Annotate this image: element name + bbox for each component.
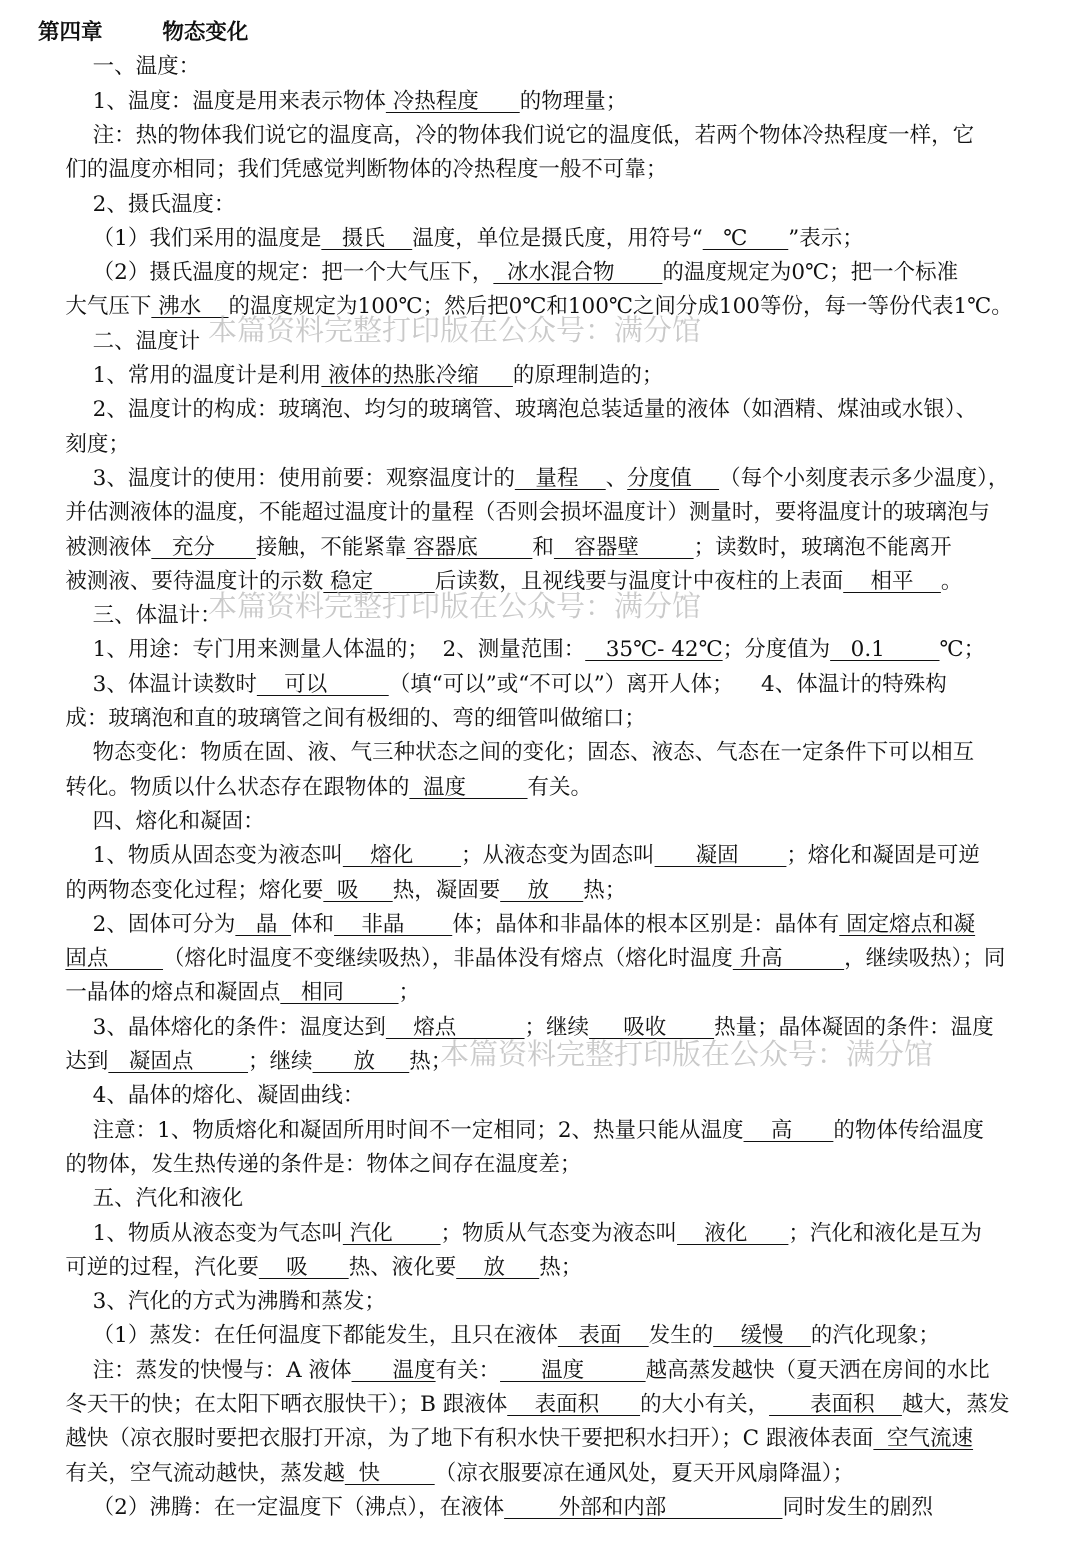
text-line	[0, 876, 1080, 906]
text-segment: 2、固体可分为	[38, 911, 236, 937]
text-segment: 有关：	[435, 1357, 501, 1383]
text-segment: 四、熔化和凝固：	[38, 808, 265, 834]
text-segment: 3、体温计读数时	[38, 671, 257, 697]
text-segment: 成：玻璃泡和直的玻璃管之间有极细的、弯的细管叫做缩口；	[38, 706, 646, 731]
text-line	[0, 1219, 1080, 1249]
blank-answer: 表面积	[507, 1392, 641, 1417]
blank-answer: 吸收	[589, 1014, 715, 1040]
text-segment: ，继续吸热）；同	[844, 946, 1006, 972]
blank-answer: 容器底	[406, 534, 533, 560]
text-segment: 的物理量；	[519, 88, 628, 114]
blank-answer: 高	[743, 1117, 834, 1143]
text-segment: （2）沸腾：在一定温度下（沸点），在液体	[38, 1494, 505, 1520]
text-segment: 越快（凉衣服时要把衣服打开凉，为了地下有积水快干要把积水扫开）；C 跟液体表面	[38, 1426, 874, 1452]
text-segment: 一、温度：	[38, 54, 201, 80]
text-line	[0, 1150, 1080, 1180]
text-segment: 热量；晶体凝固的条件：温度	[714, 1014, 994, 1040]
text-segment: ；从液态变为固态叫	[461, 843, 655, 869]
text-line	[0, 1081, 1080, 1111]
text-segment: 的温度规定为100℃；然后把0℃和100℃之间分成100等份，每一等份代表1℃。	[228, 294, 1013, 320]
text-segment: 有关，空气流动越快，蒸发越	[38, 1460, 345, 1486]
blank-answer: 熔化	[342, 843, 462, 869]
text-segment: 2、摄氏温度：	[38, 191, 236, 217]
text-line	[0, 1493, 1080, 1523]
blank-answer: 35℃- 42℃	[585, 637, 723, 663]
text-segment: 3、温度计的使用：使用前要：观察温度计的	[38, 465, 515, 491]
blank-answer: 充分	[151, 534, 256, 560]
text-segment: 热；	[583, 877, 627, 903]
text-line	[0, 224, 1080, 254]
text-line	[0, 361, 1080, 391]
text-segment: 同时发生的剧烈	[782, 1494, 933, 1520]
blank-answer: 固定熔点和凝	[839, 911, 976, 937]
text-segment: 的温度规定为0℃；把一个标准	[662, 260, 959, 286]
text-line	[0, 635, 1080, 665]
text-segment: 3、汽化的方式为沸腾和蒸发；	[38, 1289, 386, 1315]
text-segment: 后读数，且视线要与温度计中夜柱的上表面	[434, 568, 844, 594]
text-segment: 注意：1、物质熔化和凝固所用时间不一定相同；2、热量只能从温度	[38, 1117, 744, 1143]
text-segment: 1、温度：温度是用来表示物体	[38, 88, 386, 114]
text-segment: 三、体温计：	[38, 603, 222, 629]
text-line	[0, 430, 1080, 460]
text-segment: 转化。物质以什么状态存在跟物体的	[38, 774, 410, 800]
blank-answer: 吸	[258, 1254, 349, 1280]
blank-answer: 缓慢	[713, 1323, 811, 1349]
text-segment: ；读数时，玻璃泡不能离开	[693, 534, 952, 560]
blank-answer: 摄氏	[321, 225, 413, 251]
text-segment: 1、物质从液态变为气态叫	[38, 1220, 343, 1246]
text-line	[0, 773, 1080, 803]
text-segment: 的物体，发生热传递的条件是：物体之间存在温度差；	[38, 1151, 582, 1177]
text-line	[0, 1253, 1080, 1283]
text-segment: （凉衣服要凉在通风处，夏天开风扇降温）；	[434, 1460, 854, 1486]
text-segment: 的两物态变化过程；熔化要	[38, 877, 324, 903]
text-segment: 一晶体的熔点和凝固点	[38, 980, 281, 1006]
text-segment: 大气压下	[38, 294, 152, 320]
text-segment: 温度，单位是摄氏度，用符号“	[412, 225, 703, 251]
text-line	[0, 841, 1080, 871]
text-segment: （1）蒸发：在任何温度下都能发生，且只在液体	[38, 1323, 558, 1349]
text-line	[0, 155, 1080, 185]
blank-answer: 温度	[500, 1357, 646, 1383]
blank-answer: 固点	[65, 946, 164, 972]
text-segment: ；继续	[524, 1014, 590, 1040]
blank-answer: 稳定	[323, 568, 435, 594]
text-segment: 们的温度亦相同；我们凭感觉判断物体的冷热程度一般不可靠；	[38, 157, 668, 183]
blank-answer: 凝固点	[108, 1049, 249, 1074]
text-segment: 1、用途：专门用来测量人体温的； 2、测量范围：	[38, 637, 586, 663]
blank-answer: 放	[500, 877, 584, 903]
blank-answer: 熔点	[385, 1014, 525, 1040]
text-line	[0, 978, 1080, 1008]
text-line	[0, 1356, 1080, 1386]
blank-answer: 容器壁	[553, 534, 694, 560]
text-line	[0, 1390, 1080, 1420]
blank-answer: 非晶	[334, 911, 453, 937]
text-segment: 。	[940, 568, 963, 594]
blank-answer: 汽化	[342, 1220, 441, 1246]
blank-answer: 晶	[235, 911, 292, 937]
text-line	[0, 52, 1080, 82]
text-line	[0, 498, 1080, 528]
text-segment: 1、物质从固态变为液态叫	[38, 843, 343, 869]
text-line	[0, 395, 1080, 425]
text-line	[0, 807, 1080, 837]
text-segment: 越高蒸发越快（夏天洒在房间的水比	[645, 1357, 990, 1383]
text-line	[0, 1116, 1080, 1146]
text-segment: （填“可以”或“不可以”）离开人体； 4、体温计的特殊构	[388, 671, 947, 697]
text-segment: ；继续	[248, 1049, 313, 1074]
text-segment: 接触，不能紧靠	[255, 534, 407, 560]
blank-answer: 升高	[732, 946, 845, 972]
text-line	[0, 258, 1080, 288]
watermark-text: 本篇资料完整打印版在公众号：满分馆	[208, 589, 702, 623]
text-segment: 热、液化要	[348, 1254, 457, 1280]
text-segment: 物态变化：物质在固、液、气三种状态之间的变化；固态、液态、气态在一定条件下可以相互	[38, 740, 975, 766]
text-line	[0, 738, 1080, 768]
chapter-title: 第四章 物态变化	[38, 20, 249, 45]
text-line	[0, 87, 1080, 117]
text-segment: 注：热的物体我们说它的温度高，冷的物体我们说它的温度低，若两个物体冷热程度一样，它	[38, 122, 975, 148]
text-segment: ；	[398, 980, 421, 1006]
text-segment: 、	[605, 465, 628, 491]
text-line	[0, 944, 1080, 974]
blank-answer: 沸水	[151, 294, 229, 320]
text-segment: 发生的	[648, 1323, 714, 1349]
blank-answer: 温度	[351, 1357, 436, 1383]
text-segment: 的物体传给温度	[833, 1117, 984, 1143]
blank-answer: 吸	[323, 877, 393, 903]
blank-answer: 量程	[514, 465, 606, 491]
text-segment: ；汽化和液化是互为	[788, 1220, 982, 1246]
text-segment: 热，凝固要	[392, 877, 501, 903]
text-segment: 4、晶体的熔化、凝固曲线：	[38, 1083, 365, 1109]
text-line	[0, 910, 1080, 940]
text-line	[0, 190, 1080, 220]
blank-answer: 冷热程度	[385, 88, 520, 114]
text-segment: 可逆的过程，汽化要	[38, 1254, 259, 1280]
text-segment: ；分度值为	[722, 637, 831, 663]
blank-answer: 表面	[557, 1323, 649, 1349]
text-line	[0, 1424, 1080, 1454]
blank-answer: 液化	[677, 1220, 789, 1246]
text-segment: 二、温度计	[38, 328, 201, 354]
text-segment: ；熔化和凝固是可逆	[786, 843, 980, 869]
blank-answer: 分度值	[627, 465, 720, 491]
text-line	[0, 670, 1080, 700]
text-segment: 体和	[291, 911, 335, 937]
text-segment: 的汽化现象；	[810, 1323, 940, 1349]
text-segment: 五、汽化和液化	[38, 1186, 244, 1212]
text-line	[0, 1184, 1080, 1214]
text-line	[0, 121, 1080, 151]
text-segment: 体；晶体和非晶体的根本区别是：晶体有	[452, 911, 840, 937]
blank-answer: 0.1	[830, 637, 940, 663]
text-segment: （每个小刻度表示多少温度），	[719, 465, 1010, 491]
text-segment: 刻度；	[38, 431, 130, 457]
text-segment: 有关。	[527, 774, 593, 800]
text-line	[0, 464, 1080, 494]
text-segment: 并估测液体的温度，不能超过温度计的量程（否则会损坏温度计）测量时，要将温度计的玻璃泡与	[38, 500, 990, 526]
blank-answer: 放	[312, 1049, 410, 1074]
text-line	[0, 18, 1080, 48]
text-segment: 1、常用的温度计是利用	[38, 363, 322, 388]
text-segment: 的大小有关，	[640, 1392, 770, 1417]
text-segment: 达到	[38, 1049, 109, 1074]
text-line	[0, 704, 1080, 734]
blank-answer: 液体的热胀冷缩	[321, 363, 513, 388]
blank-answer: 相同	[280, 980, 399, 1006]
blank-answer: 快	[344, 1460, 435, 1486]
text-segment: ℃；	[939, 637, 986, 663]
text-segment: 越大，蒸发	[901, 1392, 1010, 1417]
blank-answer: 外部和内部	[504, 1494, 783, 1520]
watermark-text: 本篇资料完整打印版在公众号：满分馆	[440, 1037, 934, 1071]
text-segment: 被测液体	[38, 534, 152, 560]
blank-answer: 表面积	[769, 1392, 902, 1417]
text-segment: 和	[532, 534, 554, 560]
text-segment: 2、温度计的构成：玻璃泡、均匀的玻璃管、玻璃泡总装适量的液体（如酒精、煤油或水银）、	[38, 397, 978, 423]
text-line	[0, 1287, 1080, 1317]
text-segment: ”表示；	[788, 225, 864, 251]
text-segment: （熔化时温度不变继续吸热），非晶体没有熔点（熔化时温度	[163, 946, 733, 972]
text-line	[0, 533, 1080, 563]
watermark-text: 本篇资料完整打印版在公众号：满分馆	[208, 313, 702, 347]
text-segment: 的原理制造的；	[512, 363, 664, 388]
blank-answer: 凝固	[654, 843, 787, 869]
text-segment: 注：蒸发的快慢与：A 液体	[38, 1357, 352, 1383]
text-segment: （1）我们采用的温度是	[38, 225, 322, 251]
text-segment: （2）摄氏温度的规定：把一个大气压下，	[38, 260, 494, 286]
text-segment: ；物质从气态变为液态叫	[440, 1220, 678, 1246]
blank-answer: ℃	[702, 225, 789, 251]
blank-answer: 温度	[409, 774, 528, 800]
text-segment: 热；	[539, 1254, 583, 1280]
blank-answer: 可以	[256, 671, 389, 697]
text-segment: 冬天干的快；在太阳下晒衣服快干）；B 跟液体	[38, 1392, 508, 1417]
blank-answer: 相平	[843, 568, 941, 594]
text-segment: 被测液、要待温度计的示数	[38, 568, 324, 594]
text-segment: 热；	[409, 1049, 453, 1074]
text-line	[0, 1459, 1080, 1489]
blank-answer: 冰水混合物	[493, 260, 663, 286]
blank-answer: 空气流速	[873, 1426, 974, 1452]
text-segment: 3、晶体熔化的条件：温度达到	[38, 1014, 386, 1040]
text-line	[0, 1321, 1080, 1351]
text-segment	[38, 946, 65, 971]
blank-answer: 放	[456, 1254, 540, 1280]
